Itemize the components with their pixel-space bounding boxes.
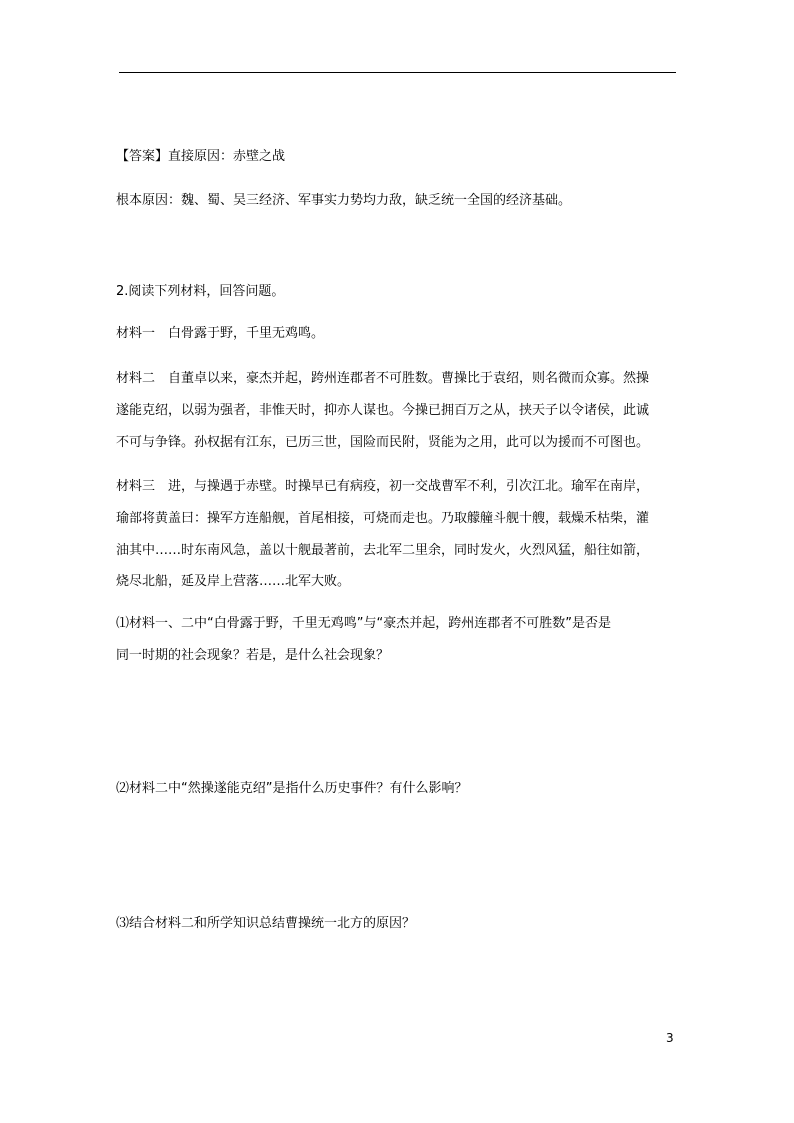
- sub-question-3: ⑶结合材料二和所学知识总结曹操统一北方的原因？: [116, 916, 416, 931]
- material-3-line-3: 油其中……时东南风急，盖以十舰最著前，去北军二里余，同时发火，火烈风猛，船往如箭，: [116, 543, 650, 558]
- material-2-line-2: 遂能克绍，以弱为强者，非惟天时，抑亦人谋也。今操已拥百万之从，挟天子以令诸侯，此诚: [116, 403, 650, 418]
- material-3-line-1: 材料三 进，与操遇于赤壁。时操早已有病疫，初一交战曹军不利，引次江北。瑜军在南岸，: [116, 479, 650, 494]
- sub-question-1-line-1: ⑴材料一、二中“白骨露于野，千里无鸡鸣”与“豪杰并起，跨州连郡者不可胜数”是否是: [116, 616, 611, 631]
- header-rule: [119, 72, 676, 73]
- answer-root-cause: 根本原因：魏、蜀、吴三经济、军事实力势均力敌，缺乏统一全国的经济基础。: [116, 193, 572, 208]
- sub-question-1-line-2: 同一时期的社会现象？若是，是什么社会现象？: [116, 648, 390, 663]
- answer-direct-cause: 【答案】直接原因：赤壁之战: [116, 149, 286, 164]
- material-2-line-3: 不可与争锋。孙权据有江东，已历三世，国险而民附，贤能为之用，此可以为援而不可图也。: [116, 435, 650, 450]
- material-1: 材料一 白骨露于野，千里无鸡鸣。: [116, 326, 325, 341]
- material-2-line-1: 材料二 自董卓以来，豪杰并起，跨州连郡者不可胜数。曹操比于袁绍，则名微而众寡。然操: [116, 371, 650, 386]
- question-title: 2.阅读下列材料，回答问题。: [116, 284, 285, 299]
- page-number: 3: [666, 1031, 674, 1045]
- material-3-line-4: 烧尽北船，延及岸上营落……北军大败。: [116, 574, 351, 589]
- sub-question-2: ⑵材料二中“然操遂能克绍”是指什么历史事件？有什么影响？: [116, 781, 468, 796]
- material-3-line-2: 瑜部将黄盖曰：操军方连船舰，首尾相接，可烧而走也。乃取艨艟斗舰十艘，载燥禾枯柴，灌: [116, 511, 650, 526]
